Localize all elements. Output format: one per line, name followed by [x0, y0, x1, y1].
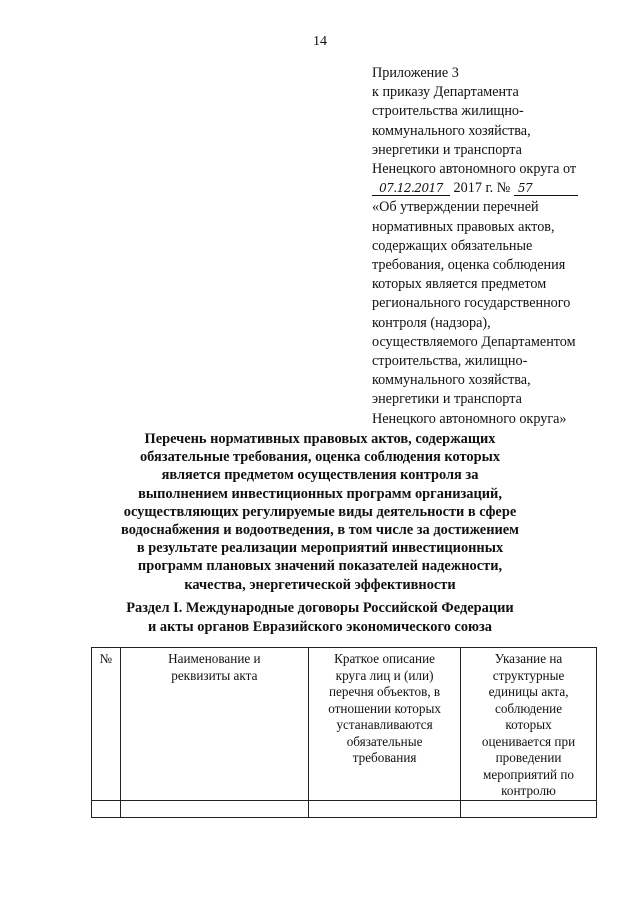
appendix-line: строительства жилищно-: [372, 103, 524, 120]
order-title-line: нормативных правовых актов,: [372, 218, 555, 235]
handwritten-order-number: 57: [514, 181, 578, 196]
document-title: [110, 430, 530, 594]
title-line: осуществляющих регулируемые виды деятельности в сфере: [123, 503, 517, 520]
order-title-line: содержащих обязательные: [372, 237, 533, 254]
order-title-line: «Об утверждении перечней: [372, 199, 539, 216]
title-line: водоснабжения и водоотведения, в том числе за достижением: [121, 522, 519, 539]
section-heading-line: Раздел I. Международные договоры Российской Федерации: [126, 600, 514, 616]
section-heading: [110, 599, 530, 637]
appendix-line: к приказу Департамента: [372, 84, 519, 101]
table-cell: [309, 800, 461, 817]
order-title-line: Ненецкого автономного округа»: [372, 410, 567, 427]
title-line: Перечень нормативных правовых актов, содержащих: [144, 431, 496, 447]
appendix-block: [372, 64, 612, 429]
table-cell: [120, 800, 308, 817]
order-title-line: строительства, жилищно-: [372, 353, 528, 370]
order-title-line: осуществляемого Департаментом: [372, 333, 576, 350]
appendix-line: Приложение 3: [372, 65, 459, 81]
title-line: обязательные требования, оценка соблюдения которых: [139, 449, 501, 466]
appendix-line: энергетики и транспорта: [372, 141, 522, 158]
title-line: качества, энергетической эффективности: [184, 576, 456, 593]
table-cell: [461, 800, 597, 817]
title-line: является предметом осуществления контроля за: [161, 467, 479, 484]
appendix-line: коммунального хозяйства,: [372, 122, 531, 139]
table-row: [92, 800, 597, 817]
header-cell-act-name: Наименование и реквизиты акта: [120, 648, 308, 801]
table-cell: [92, 800, 121, 817]
order-title-line: требования, оценка соблюдения: [372, 257, 566, 274]
table-header-row: [92, 648, 597, 801]
title-line: программ плановых значений показателей надежности,: [137, 558, 503, 575]
title-line: выполнением инвестиционных программ организаций,: [138, 485, 502, 502]
order-year-text: 2017 г. №: [453, 180, 511, 197]
order-title-line: регионального государственного: [372, 295, 571, 312]
appendix-line: Ненецкого автономного округа от: [372, 161, 577, 178]
title-line: в результате реализации мероприятий инвестиционных: [136, 540, 504, 557]
header-cell-structural-units: Указание на структурные единицы акта, соблюдение которых оценивается при проведении мероприятий по контролю: [461, 648, 597, 801]
section-heading-line: и акты органов Евразийского экономического союза: [147, 619, 492, 635]
header-cell-description: Краткое описание круга лиц и (или) перечня объектов, в отношении которых устанавливаются обязательные требования: [309, 648, 461, 801]
header-cell-number: №: [92, 648, 121, 801]
handwritten-date: 07.12.2017: [372, 181, 450, 196]
order-title-line: контроля (надзора),: [372, 314, 491, 331]
order-title-line: коммунального хозяйства,: [372, 372, 531, 389]
order-title-line: которых является предметом: [372, 276, 547, 293]
order-date-line: [372, 179, 612, 198]
acts-table: [91, 647, 597, 818]
order-title-line: энергетики и транспорта: [372, 391, 522, 408]
page-number: 14: [313, 34, 327, 49]
